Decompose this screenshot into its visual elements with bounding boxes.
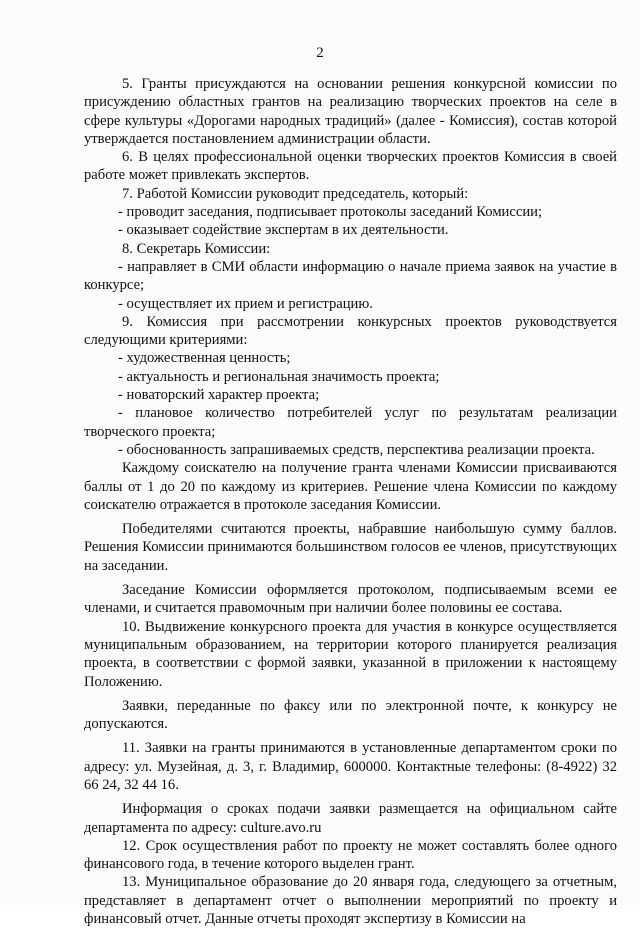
list-item: - проводит заседания, подписывает протоколы заседаний Комиссии;: [118, 204, 542, 221]
paragraph: 9. Комиссия при рассмотрении конкурсных проектов руководствуется следующими критериями:: [84, 313, 617, 349]
paragraph: Каждому соискателю на получение гранта членами Комиссии присваиваются баллы от 1 до 20 по каждому из критериев. Решение члена Комиссии по каждому соискателю отражается в протоколе заседания Комиссии.: [84, 460, 617, 513]
paragraph: 11. Заявки на гранты принимаются в установленные департаментом сроки по адресу: ул. Музейная, д. 3, г. Владимир, 600000. Контактные телефоны: (8-4922) 32 66 24, 32 44 16.: [84, 740, 617, 793]
paragraph: 10. Выдвижение конкурсного проекта для участия в конкурсе осуществляется муниципальным образованием, на территории которого планируется реализация проекта, в соответствии с формой заявки, указанной в приложении к настоящему Положению.: [84, 618, 617, 690]
document-body: [84, 75, 617, 928]
paragraph: 8. Секретарь Комиссии:: [122, 240, 271, 257]
paragraph: Информация о сроках подачи заявки размещается на официальном сайте департамента по адресу: culture.avo.ru: [84, 801, 617, 836]
paragraph: Заседание Комиссии оформляется протоколом, подписываемым всеми ее членами, и считается правомочным при наличии более половины ее состава.: [84, 582, 617, 617]
page-number: 2: [316, 45, 324, 61]
paragraph: 5. Гранты присуждаются на основании решения конкурсной комиссии по присуждению областных грантов на реализацию творческих проектов на селе в сфере культуры «Дорогами народных традиций» (далее - Комиссия), состав которой утверждается постановлением администрации области.: [84, 76, 617, 147]
list-item: - оказывает содействие экспертам в их деятельности.: [118, 222, 449, 239]
list-item: - обоснованность запрашиваемых средств, перспектива реализации проекта.: [118, 441, 595, 458]
list-item: - актуальность и региональная значимость проекта;: [118, 368, 440, 385]
paragraph: 13. Муниципальное образование до 20 января года, следующего за отчетным, представляет в департамент отчет о выполнении мероприятий по проекту и финансовый отчет. Данные отчеты проходят экспертизу в Комиссии на: [84, 874, 617, 928]
paragraph: 6. В целях профессиональной оценки творческих проектов Комиссия в своей работе может привлекать экспертов.: [84, 149, 617, 184]
list-item: - новаторский характер проекта;: [118, 387, 320, 404]
paragraph: 7. Работой Комиссии руководит председатель, который:: [122, 185, 469, 202]
list-item: - художественная ценность;: [118, 350, 291, 367]
list-item: - осуществляет их прием и регистрацию.: [118, 295, 373, 312]
paragraph: Победителями считаются проекты, набравшие наибольшую сумму баллов. Решения Комиссии принимаются большинством голосов ее членов, присутствующих на заседании.: [84, 521, 617, 574]
list-item: - направляет в СМИ области информацию о начале приема заявок на участие в конкурсе;: [84, 258, 617, 294]
list-item: - плановое количество потребителей услуг по результатам реализации творческого проекта;: [84, 405, 617, 440]
paragraph: 12. Срок осуществления работ по проекту не может составлять более одного финансового года, в течение которого выделен грант.: [84, 837, 617, 873]
paragraph: Заявки, переданные по факсу или по электронной почте, к конкурсу не допускаются.: [84, 697, 617, 733]
